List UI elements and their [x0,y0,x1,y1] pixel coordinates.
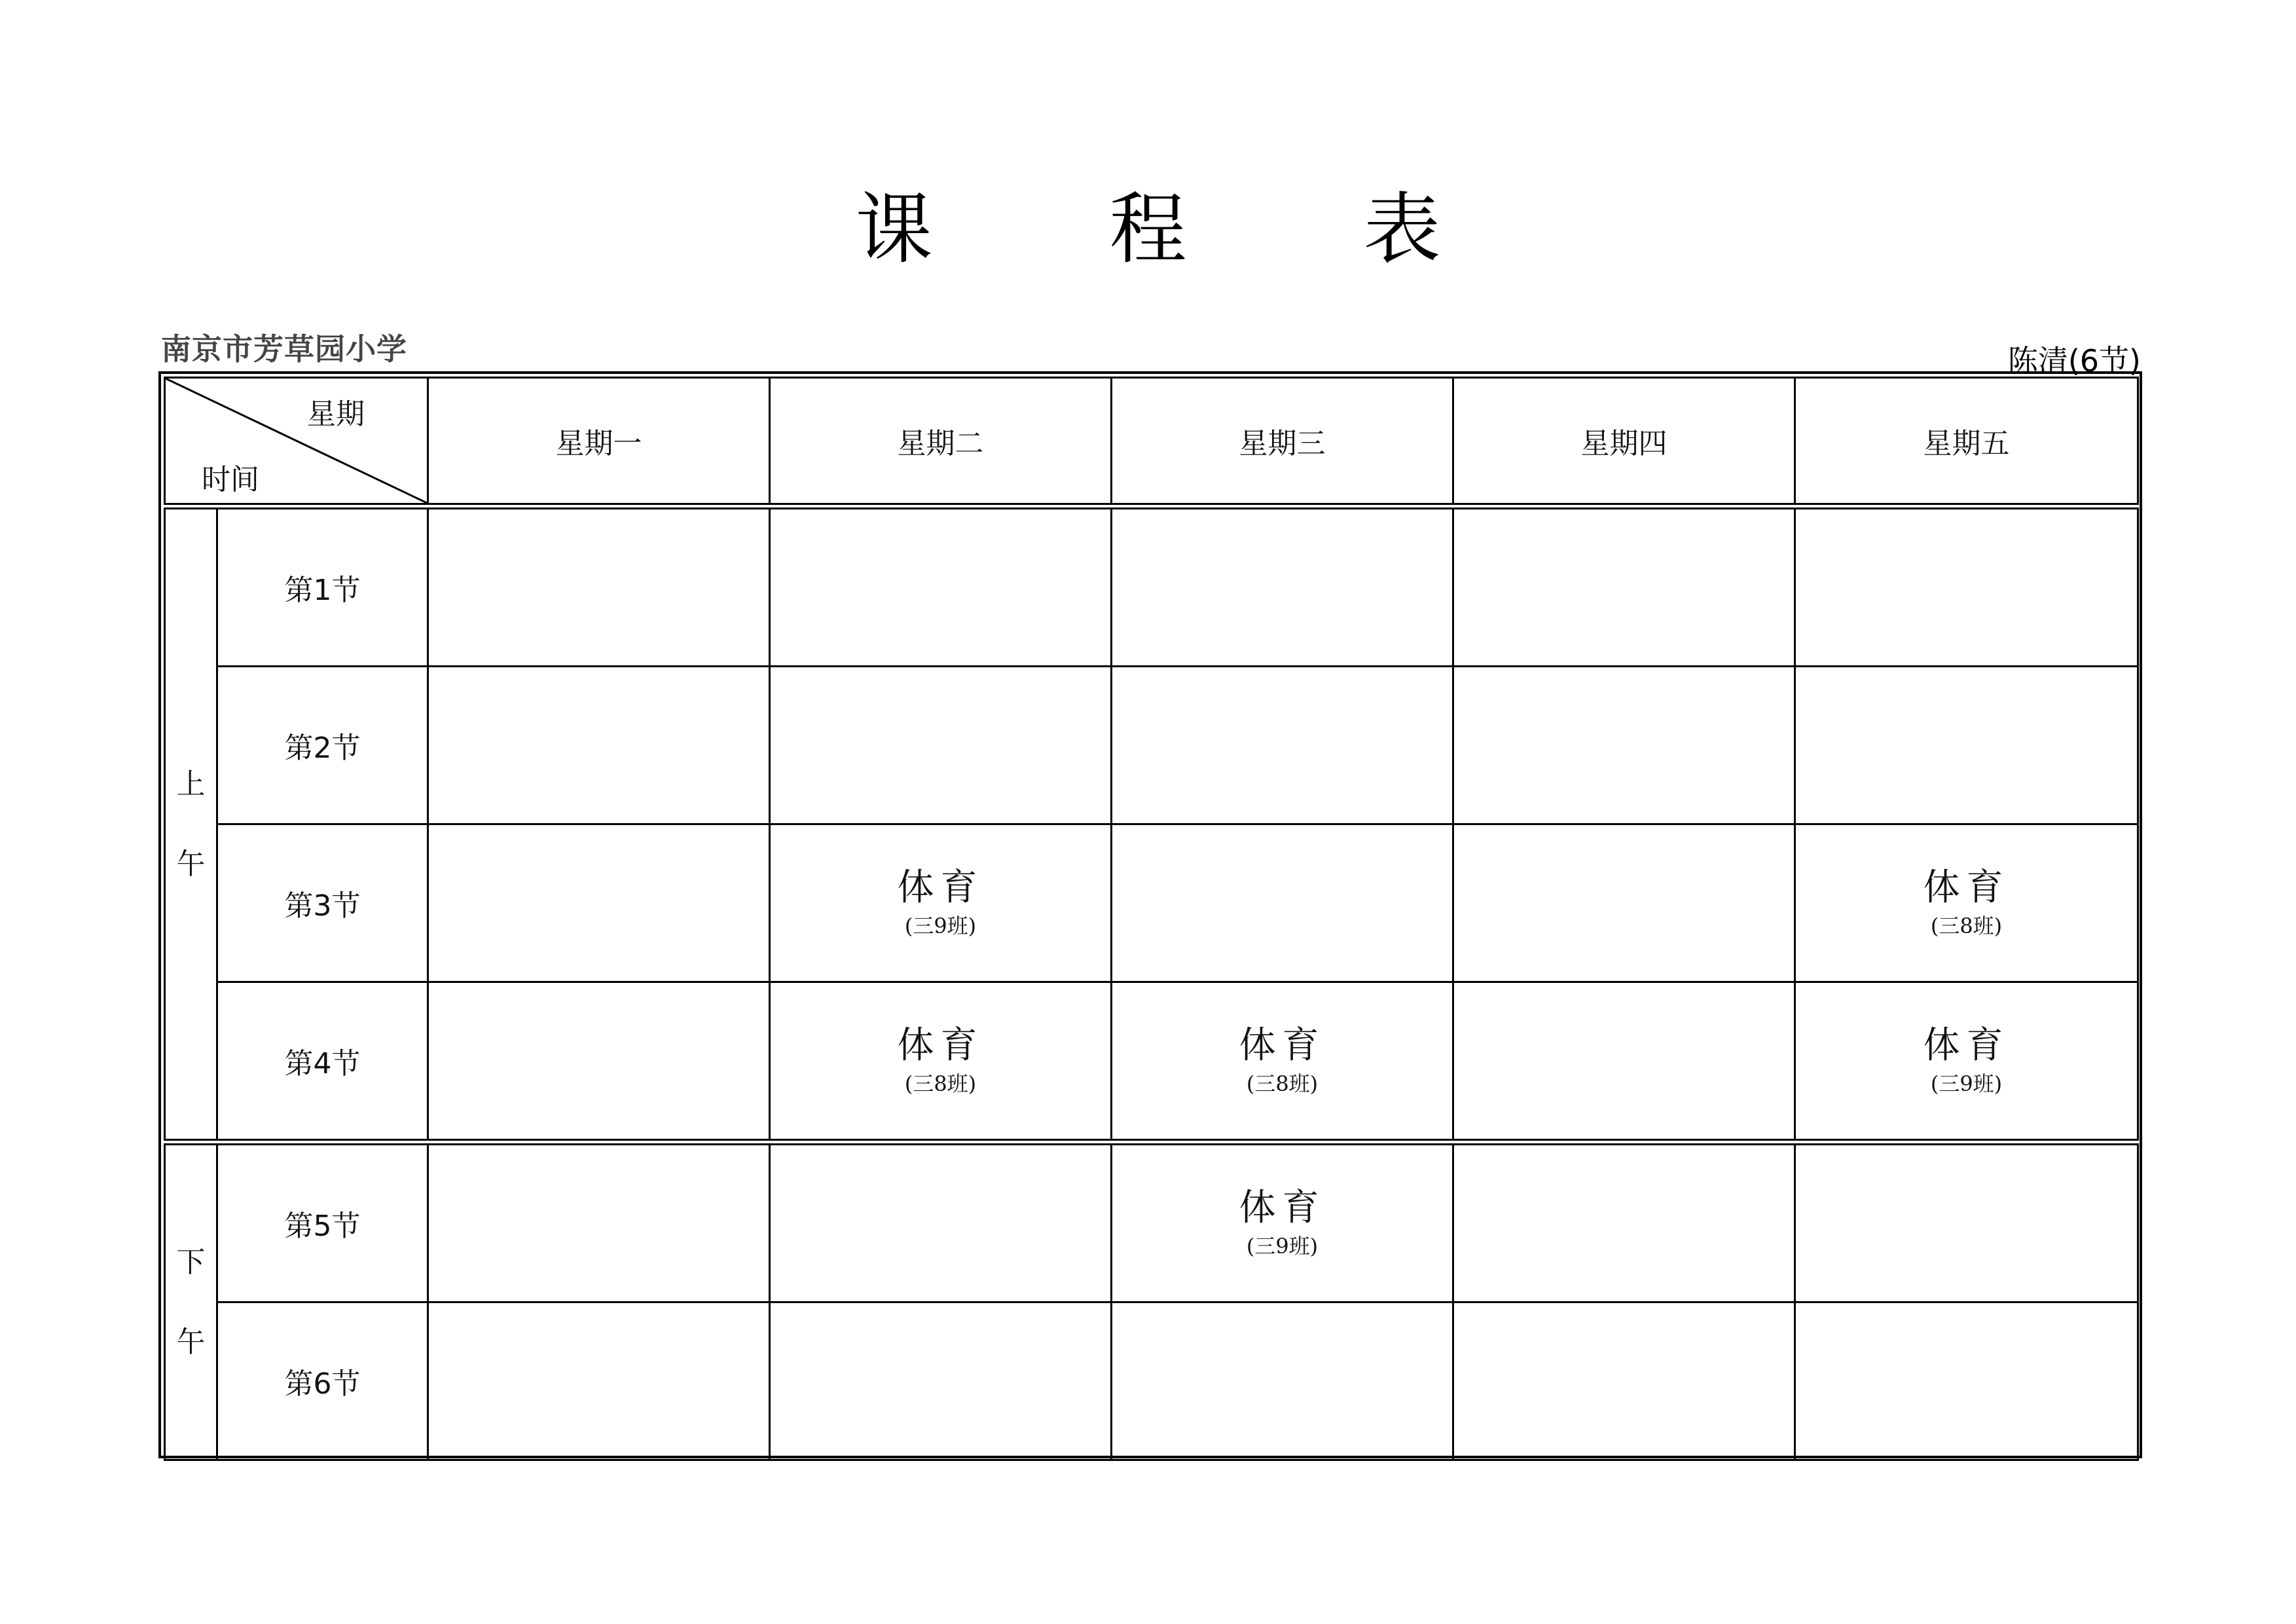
slot [1112,824,1453,982]
lesson-class: (三9班) [904,913,977,938]
slot [428,667,770,824]
slot [1453,1142,1795,1302]
slot [1795,506,2138,667]
slot [1112,506,1453,667]
day-header-thu: 星期四 [1453,378,1795,507]
corner-cell [165,378,428,507]
title-char-3: 表 [1363,184,1441,274]
slot [1453,824,1795,982]
slot [428,824,770,982]
day-header-wed: 星期三 [1112,378,1453,507]
slot [428,506,770,667]
slot [428,1142,770,1302]
lesson-cell [770,824,1112,982]
corner-label-time: 时间 [202,463,259,496]
period-row-6 [165,1302,2138,1460]
slot [770,1302,1112,1460]
slot [1453,506,1795,667]
morning-label: 上 午 [165,506,217,1142]
lesson-subject: 体育 [1923,1024,2010,1067]
slot [770,506,1112,667]
lesson-cell [1795,824,2138,982]
lesson-cell [1112,982,1453,1143]
slot [770,667,1112,824]
corner-label-weekday: 星期 [307,397,365,431]
day-header-tue: 星期二 [770,378,1112,507]
period-row-3 [165,824,2138,982]
lesson-class: (三9班) [1930,1071,2003,1096]
period-row-5 [165,1142,2138,1302]
period-label: 第2节 [217,667,428,824]
page-title [0,167,2296,278]
period-row-4 [165,982,2138,1143]
teacher-name: 陈清(6节) [2007,343,2141,378]
slot [1795,1302,2138,1460]
slot [1112,1302,1453,1460]
slot [1112,667,1453,824]
slot [428,982,770,1143]
slot [1795,667,2138,824]
slot [1453,667,1795,824]
lesson-subject: 体育 [1239,1024,1326,1067]
lesson-class: (三8班) [904,1071,977,1096]
period-label: 第6节 [217,1302,428,1460]
lesson-subject: 体育 [897,1024,984,1067]
period-row-1 [165,506,2138,667]
period-row-2 [165,667,2138,824]
lesson-class: (三8班) [1930,913,2003,938]
school-name: 南京市芳草园小学 [161,331,407,367]
lesson-class: (三9班) [1246,1234,1319,1259]
period-label: 第5节 [217,1142,428,1302]
title-char-2: 程 [1109,184,1187,274]
lesson-cell [770,982,1112,1143]
day-header-mon: 星期一 [428,378,770,507]
day-header-fri: 星期五 [1795,378,2138,507]
title-char-1: 课 [855,184,933,274]
header-row [165,378,2138,507]
lesson-class: (三8班) [1246,1071,1319,1096]
afternoon-label: 下 午 [165,1142,217,1460]
timetable [164,377,2139,1461]
lesson-cell [1795,982,2138,1143]
slot [770,1142,1112,1302]
lesson-subject: 体育 [1239,1187,1326,1229]
slot [1453,1302,1795,1460]
lesson-subject: 体育 [897,866,984,909]
slot [428,1302,770,1460]
period-label: 第1节 [217,506,428,667]
slot [1453,982,1795,1143]
period-label: 第4节 [217,982,428,1143]
lesson-subject: 体育 [1923,866,2010,909]
period-label: 第3节 [217,824,428,982]
lesson-cell [1112,1142,1453,1302]
slot [1795,1142,2138,1302]
